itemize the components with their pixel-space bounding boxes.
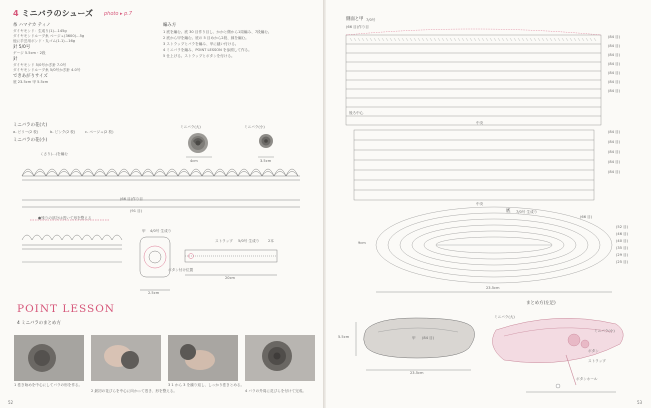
row-label: (84 目) — [608, 140, 621, 144]
rose-large-label: ミニバラの花(大) — [13, 123, 48, 128]
material-line: ゲージ 5.5cm・2段 — [13, 51, 46, 55]
shoe-side-view — [356, 318, 475, 370]
center-label: 中央 — [476, 121, 484, 125]
row-label: (84 目) — [608, 130, 621, 134]
rose-small-illustration — [259, 134, 273, 148]
sole-row: (46 目) — [616, 232, 629, 236]
rose-small-caption: ミニバラ(小) — [244, 125, 265, 129]
strap-label: ストラップ — [215, 239, 233, 243]
finish-note: ストラップ — [588, 359, 606, 363]
material-line: ダイヤモンドループ糸 5/0号かぎ針 4.0号 — [13, 68, 81, 72]
sole-row: (52 目) — [616, 225, 629, 229]
row-label: (84 目) — [608, 89, 621, 93]
row-label: (84 目) — [608, 150, 621, 154]
rose-chart-strip — [22, 169, 300, 207]
sole-row: (25 目) — [616, 260, 629, 264]
material-line: 底 23.5cm 甲 5.5cm — [13, 80, 49, 84]
row-label: (84 目) — [608, 71, 621, 75]
sole-count: (66 目) — [580, 215, 593, 219]
instep-chart — [346, 29, 601, 125]
right-page-number: 53 — [637, 400, 643, 405]
material-line: 針 — [13, 57, 18, 62]
step-item: 5 仕上げる。ストラップとボタンを付ける。 — [163, 54, 235, 58]
material-line: できあがりサイズ — [13, 74, 48, 79]
row-label: (84 目) — [608, 53, 621, 57]
lesson-caption-1: 1 巻き始めを中心にしてバラの形を作る。 — [14, 383, 83, 387]
row-label: (84 目) — [608, 170, 621, 174]
material-line: ダイヤモンドループ糸 ベージュ(3600)…5g — [13, 34, 85, 38]
sole-row: (35 目) — [616, 246, 629, 250]
strap-diagram — [185, 250, 277, 275]
instep-diagram — [140, 237, 170, 290]
lesson-caption-3: 3 1 から 3 を繰り返し、しっかり巻きとめる。 — [168, 383, 245, 387]
left-page-number: 52 — [8, 400, 14, 405]
material-line: 針 5/0号 — [13, 45, 31, 50]
material-line: 他に手芸用ボンド・丸ゴム(1.1)…16g — [13, 39, 76, 43]
finish-note: ボタン — [588, 349, 599, 353]
point-lesson-subheading: 4 ミニバラのまとめ方 — [17, 321, 61, 326]
shoe-length: 23.5cm — [410, 371, 424, 375]
rose-small-label: ミニバラの花(小) — [13, 138, 48, 143]
row-label: (84 目) — [608, 62, 621, 66]
rose-large-caption: ミニバラ(大) — [180, 125, 201, 129]
step-item: 2 底から甲を編む。底の 5 目めから2段、縁を編む。 — [163, 36, 249, 40]
sole-yarn: 7/0号 生成り — [516, 210, 538, 214]
chain-total-2: (91 目) — [130, 209, 143, 213]
steps-heading: 編み方 — [163, 23, 177, 28]
shoe-inside-note: (84 目) — [422, 336, 435, 340]
row-label: (84 目) — [608, 80, 621, 84]
point-lesson-heading: POINT LESSON — [17, 303, 115, 315]
material-line: ダイヤモンド 5/0号かぎ針 7.0号 — [13, 63, 67, 67]
material-line: ダイヤモンド：生成り(1)…145g — [13, 29, 67, 33]
step-item: 4 ミニバラを編み、POINT LESSON を参照して作る。 — [163, 48, 252, 52]
row-label: (84 目) — [608, 44, 621, 48]
rose-large-illustration — [188, 133, 208, 153]
lesson-caption-4: 4 バラの外周に花びらを付けて完成。 — [245, 389, 306, 393]
legend-c: c- ベージュ(2 枚) — [85, 130, 114, 134]
finish-note: ボタンホール — [576, 377, 598, 381]
strap-length: 20cm — [225, 276, 236, 280]
sole-top-label: 側面と甲 — [346, 17, 364, 22]
sole-top-yarn: 7/0号 — [366, 18, 376, 22]
step-photos — [14, 335, 315, 381]
instep-label: 甲 — [142, 229, 146, 233]
side-chart — [354, 130, 594, 200]
strap-yarn: 5/0号 生成り — [238, 239, 260, 243]
sole-width: 23.5cm — [486, 286, 500, 290]
size-small: 3.5cm — [260, 159, 272, 163]
step-item: 3 ストラップとバラを編み、甲に縫い付ける。 — [163, 42, 239, 46]
finish-label: まとめ方(左足) — [526, 301, 556, 306]
finish-note: ミニバラ(大) — [494, 315, 515, 319]
pattern-number: 4 — [13, 9, 19, 18]
row-label: (84 目) — [608, 160, 621, 164]
legend-b: b- ピンク(2 枚) — [50, 130, 76, 134]
pattern-name: ミニバラのシューズ — [21, 9, 94, 18]
shoe-height: 5.5cm — [338, 335, 350, 339]
left-page — [0, 0, 325, 408]
sole-height: 9cm — [358, 241, 366, 245]
right-diagrams — [326, 0, 651, 408]
finish-note: ミニバラ(小) — [594, 329, 615, 333]
chain-note: くさり(…)を編む — [40, 152, 68, 156]
stitch-marks — [350, 38, 596, 41]
heel-label: 後ろ中心 — [349, 111, 364, 115]
button-position: ボタン付け位置 — [168, 268, 194, 272]
rose-small-chart — [22, 235, 122, 249]
legend-a: a- ビリー(2 枚) — [13, 130, 39, 134]
center-label-2: 中央 — [476, 202, 484, 206]
photo-reference: photo ▸ p.7 — [104, 11, 133, 17]
row-label: (84 目) — [608, 35, 621, 39]
chain-total: (66 目)作り目 — [120, 197, 143, 201]
sole-label: 底 — [506, 209, 511, 214]
sole-row: (29 目) — [616, 253, 629, 257]
right-page — [326, 0, 651, 408]
shoe-front-label: 甲 — [412, 336, 416, 340]
sole-row: (40 目) — [616, 239, 629, 243]
sole-chart — [376, 207, 612, 283]
instep-width: 2.5cm — [148, 291, 160, 295]
fold-note: ●残りの部分は巻いて形を整える — [38, 216, 92, 220]
lesson-caption-2: 2 最初の花びらを中心に向かって巻き、形を整える。 — [91, 389, 177, 393]
size-large: 4cm — [190, 159, 198, 163]
strap-pcs: 2本 — [268, 239, 274, 243]
instep-yarn: 4/0号 生成り — [150, 229, 172, 233]
step-item: 1 底を編む。底 30 目作り目し、かかと側から1周編み、7段編む。 — [163, 30, 272, 34]
sole-top-note: (66 目)作り目 — [346, 25, 369, 29]
material-line: 糸 ハマナカ ティノ — [13, 23, 51, 28]
